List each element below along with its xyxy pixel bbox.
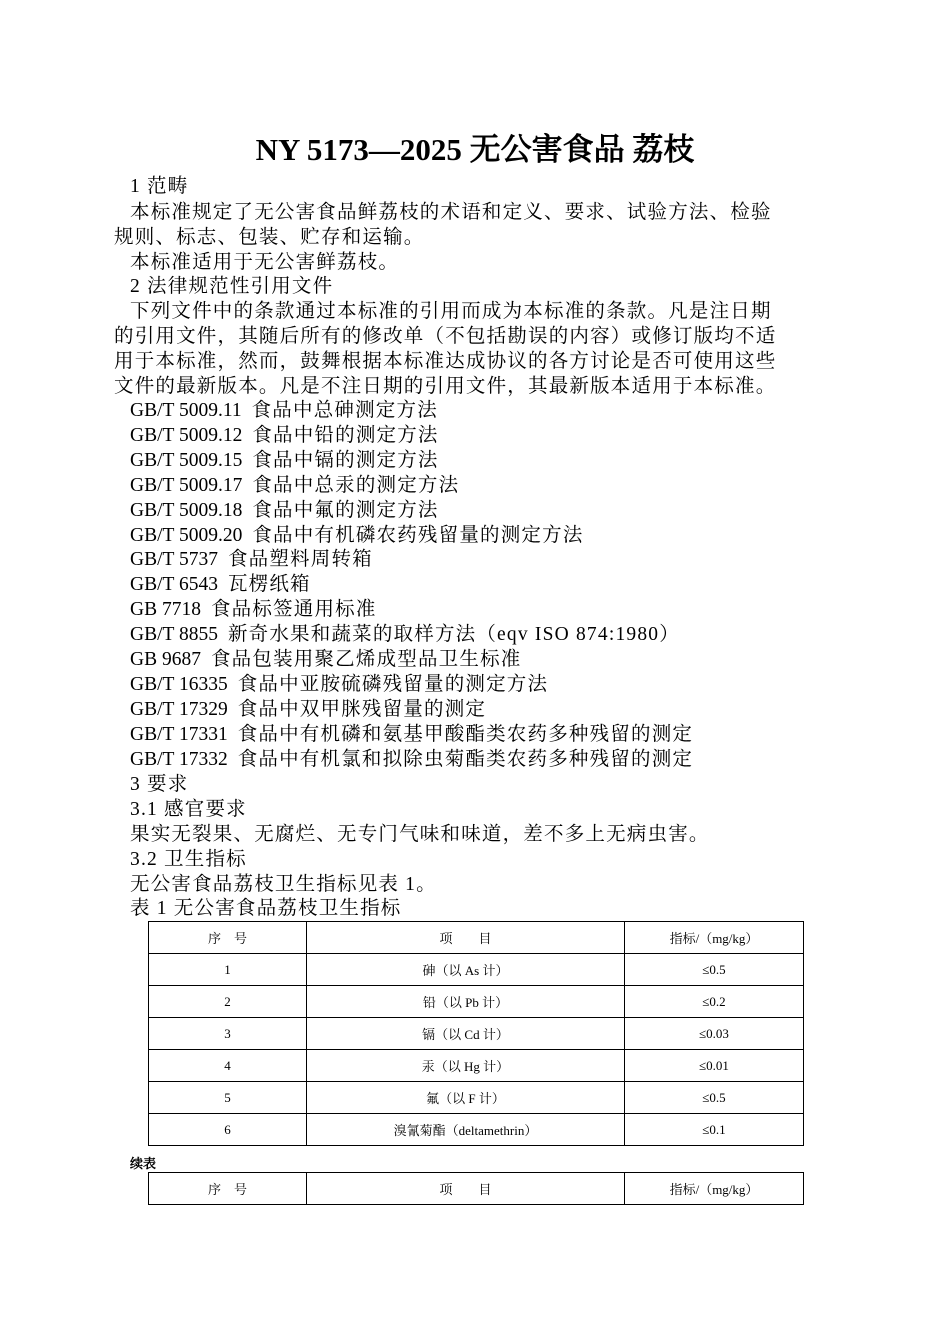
reference-code: GB/T 5737 — [130, 549, 218, 571]
reference-name: 新奇水果和蔬菜的取样方法（eqv ISO 874:1980） — [227, 624, 680, 646]
cell-serial: 3 — [149, 1018, 307, 1050]
reference-code: GB 7718 — [130, 599, 201, 621]
cell-item: 铅（以 Pb 计） — [307, 986, 625, 1018]
reference-item — [130, 747, 693, 772]
reference-code: GB/T 5009.15 — [130, 449, 243, 471]
reference-name: 食品标签通用标准 — [210, 599, 377, 621]
table-row — [149, 954, 804, 986]
header-item: 项 目 — [307, 922, 625, 954]
reference-item — [130, 498, 439, 523]
reference-name: 食品塑料周转箱 — [227, 549, 373, 571]
section-2-heading: 2 法律规范性引用文件 — [130, 276, 334, 297]
cell-serial: 2 — [149, 986, 307, 1018]
reference-code: GB/T 17329 — [130, 698, 228, 720]
section-1-para-1a: 本标准规定了无公害食品鲜荔枝的术语和定义、要求、试验方法、检验 — [130, 202, 772, 223]
reference-name: 食品中双甲脒残留量的测定 — [237, 698, 487, 720]
reference-name: 食品中总汞的测定方法 — [252, 474, 460, 496]
continued-table-label: 续表 — [130, 1156, 157, 1171]
reference-item — [130, 622, 680, 647]
cell-item: 砷（以 As 计） — [307, 954, 625, 986]
reference-name: 食品中有机氯和拟除虫菊酯类农药多种残留的测定 — [237, 748, 694, 770]
table-header-row — [149, 1173, 804, 1205]
hygiene-index-table — [148, 921, 804, 1146]
cell-limit: ≤0.1 — [625, 1114, 804, 1146]
document-title: NY 5173—2025 无公害食品 荔枝 — [255, 132, 695, 167]
section-2-para-c: 用于本标准，然而，鼓舞根据本标准达成协议的各方讨论是否可使用这些 — [114, 351, 777, 372]
section-1-para-2: 本标准适用于无公害鲜荔枝。 — [130, 252, 400, 273]
header-item: 项 目 — [307, 1173, 625, 1205]
reference-name: 食品中有机磷和氨基甲酸酯类农药多种残留的测定 — [237, 723, 694, 745]
reference-item — [130, 672, 548, 697]
reference-code: GB/T 17331 — [130, 723, 228, 745]
reference-name: 食品中总砷测定方法 — [251, 400, 438, 421]
reference-name: 食品包装用聚乙烯成型品卫生标准 — [210, 649, 522, 670]
section-2-para-d: 文件的最新版本。凡是不注日期的引用文件，其最新版本适用于本标准。 — [114, 376, 777, 397]
reference-code: GB 9687 — [130, 649, 201, 670]
reference-item — [130, 572, 311, 597]
cell-item: 汞（以 Hg 计） — [307, 1050, 625, 1082]
reference-code: GB/T 5009.20 — [130, 524, 243, 546]
reference-code: GB/T 17332 — [130, 748, 228, 770]
header-limit: 指标/（mg/kg） — [625, 922, 804, 954]
section-3-2-heading: 3.2 卫生指标 — [130, 849, 247, 870]
cell-serial: 5 — [149, 1082, 307, 1114]
cell-serial: 1 — [149, 954, 307, 986]
reference-item — [130, 697, 486, 722]
reference-code: GB/T 6543 — [130, 574, 218, 596]
reference-name: 食品中氟的测定方法 — [252, 499, 439, 521]
cell-item: 镉（以 Cd 计） — [307, 1018, 625, 1050]
cell-item: 溴氰菊酯（deltamethrin） — [307, 1114, 625, 1146]
continued-table — [148, 1172, 804, 1205]
table-header-row — [149, 922, 804, 954]
header-limit: 指标/（mg/kg） — [625, 1173, 804, 1205]
table-row — [149, 1114, 804, 1146]
reference-item — [130, 722, 693, 747]
reference-item — [130, 448, 439, 473]
table-caption: 表 1 无公害食品荔枝卫生指标 — [130, 898, 402, 919]
cell-limit: ≤0.03 — [625, 1018, 804, 1050]
section-3-1-heading: 3.1 感官要求 — [130, 799, 247, 820]
reference-item — [130, 523, 584, 548]
reference-name: 食品中有机磷农药残留量的测定方法 — [252, 524, 584, 546]
reference-item — [130, 423, 439, 448]
cell-item: 氟（以 F 计） — [307, 1082, 625, 1114]
reference-name: 瓦楞纸箱 — [227, 574, 311, 596]
reference-code: GB/T 16335 — [130, 673, 228, 695]
section-3-1-text: 果实无裂果、无腐烂、无专门气味和味道，差不多上无病虫害。 — [130, 824, 710, 845]
table-row — [149, 1082, 804, 1114]
cell-limit: ≤0.01 — [625, 1050, 804, 1082]
section-1-para-1b: 规则、标志、包装、贮存和运输。 — [114, 227, 425, 248]
table-row — [149, 1018, 804, 1050]
reference-code: GB/T 8855 — [130, 624, 218, 646]
cell-serial: 6 — [149, 1114, 307, 1146]
section-3-heading: 3 要求 — [130, 774, 189, 795]
reference-name: 食品中亚胺硫磷残留量的测定方法 — [237, 673, 549, 695]
section-1-heading: 1 范畴 — [130, 176, 189, 197]
table-row — [149, 1050, 804, 1082]
cell-limit: ≤0.5 — [625, 954, 804, 986]
reference-code: GB/T 5009.17 — [130, 474, 243, 496]
reference-code: GB/T 5009.18 — [130, 499, 243, 521]
reference-item — [130, 597, 377, 622]
cell-limit: ≤0.5 — [625, 1082, 804, 1114]
header-serial: 序 号 — [149, 1173, 307, 1205]
reference-code: GB/T 5009.12 — [130, 424, 243, 446]
table-row — [149, 986, 804, 1018]
reference-name: 食品中镉的测定方法 — [252, 449, 439, 471]
section-3-2-text: 无公害食品荔枝卫生指标见表 1。 — [130, 874, 437, 895]
reference-name: 食品中铅的测定方法 — [252, 424, 439, 446]
reference-code: GB/T 5009.11 — [130, 400, 242, 421]
reference-item — [130, 398, 438, 423]
section-2-para-a: 下列文件中的条款通过本标准的引用而成为本标准的条款。凡是注日期 — [130, 301, 772, 322]
cell-serial: 4 — [149, 1050, 307, 1082]
section-2-para-b: 的引用文件，其随后所有的修改单（不包括勘误的内容）或修订版均不适 — [114, 326, 777, 347]
reference-item — [130, 473, 459, 498]
reference-item — [130, 647, 521, 672]
reference-item — [130, 547, 373, 572]
cell-limit: ≤0.2 — [625, 986, 804, 1018]
header-serial: 序 号 — [149, 922, 307, 954]
